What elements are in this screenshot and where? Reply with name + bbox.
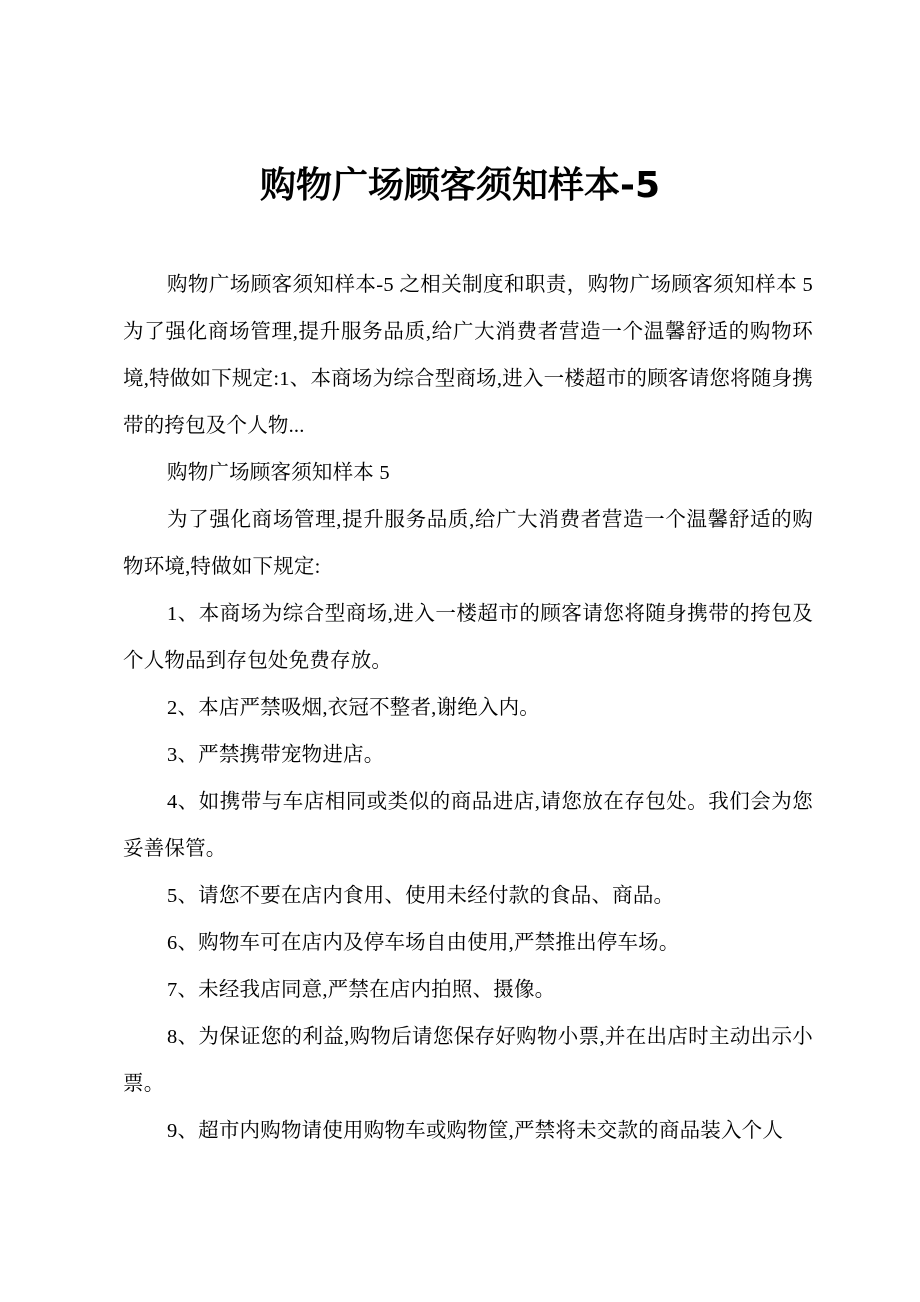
document-body [123, 262, 813, 1155]
rule-item-9: 9、超市内购物请使用购物车或购物筐,严禁将未交款的商品装入个人 [167, 1120, 784, 1142]
rule-item-4: 4、如携带与车店相同或类似的商品进店,请您放在存包处。我们会为您妥善保管。 [123, 791, 813, 860]
rule-item-3: 3、严禁携带宠物进店。 [167, 744, 385, 766]
rule-item-7: 7、未经我店同意,严禁在店内拍照、摄像。 [167, 979, 556, 1001]
rule-item-5: 5、请您不要在店内食用、使用未经付款的食品、商品。 [167, 885, 675, 907]
paragraph-summary: 购物广场顾客须知样本-5 之相关制度和职责，购物广场顾客须知样本 5 为了强化商场管理,提升服务品质,给广大消费者营造一个温馨舒适的购物环境,特做如下规定:1、本商场为综合型商场,进入一楼超市的顾客请您将随身携带的挎包及个人物... [123, 274, 813, 437]
rule-item-8: 8、为保证您的利益,购物后请您保存好购物小票,并在出店时主动出示小票。 [123, 1026, 813, 1095]
rule-item-1: 1、本商场为综合型商场,进入一楼超市的顾客请您将随身携带的挎包及个人物品到存包处免费存放。 [123, 603, 813, 672]
document-title: 购物广场顾客须知样本-5 [260, 165, 660, 206]
paragraph-intro: 为了强化商场管理,提升服务品质,给广大消费者营造一个温馨舒适的购物环境,特做如下规定: [123, 509, 813, 578]
rule-item-2: 2、本店严禁吸烟,衣冠不整者,谢绝入内。 [167, 697, 540, 719]
rule-item-6: 6、购物车可在店内及停车场自由使用,严禁推出停车场。 [167, 932, 680, 954]
paragraph-heading: 购物广场顾客须知样本 5 [167, 462, 390, 484]
